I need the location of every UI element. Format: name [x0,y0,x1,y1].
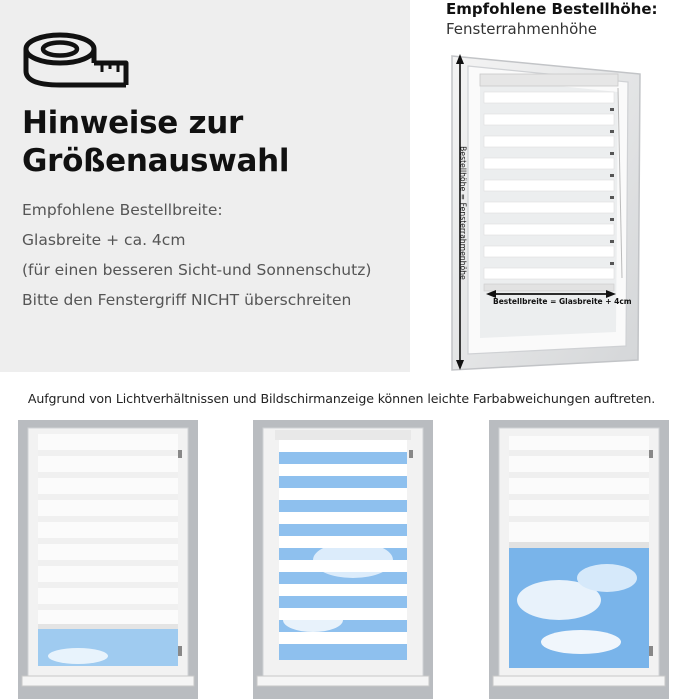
color-disclaimer: Aufgrund von Lichtverhältnissen und Bildschirmanzeige können leichte Farbabweichungen auftreten. [27,391,656,406]
headline-line-1: Hinweise zur [22,105,243,141]
intro-panel [0,0,410,372]
width-notes [22,195,371,315]
page-title [22,104,289,180]
example-striped-blind [253,420,433,699]
height-subtitle: Fensterrahmenhöhe [446,20,598,38]
note-recommended-width: Empfohlene Bestellbreite: [22,201,223,219]
example-closed-blind [18,420,198,699]
height-title: Empfohlene Bestellhöhe: [446,0,658,18]
order-width-label: Bestellbreite = Glasbreite + 4cm [493,297,632,306]
measured-window-illustration [440,48,650,374]
note-glass-width: Glasbreite + ca. 4cm [22,231,186,249]
measuring-tape-icon [22,27,134,97]
example-half-raised-blind [489,420,669,699]
headline-line-2: Größenauswahl [22,143,290,179]
note-handle-warning: Bitte den Fenstergriff NICHT überschreiten [22,291,352,309]
note-better-protection: (für einen besseren Sicht-und Sonnenschutz) [22,261,372,279]
